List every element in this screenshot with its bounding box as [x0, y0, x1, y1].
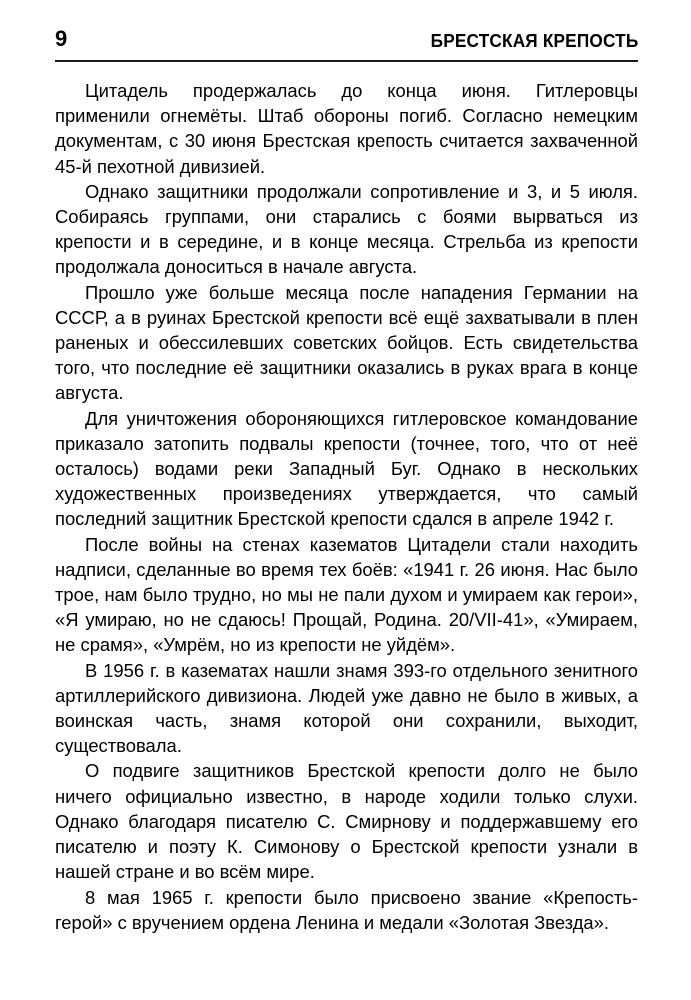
running-header-title: БРЕСТСКАЯ КРЕПОСТЬ [430, 29, 638, 51]
body-text-block [55, 78, 638, 935]
paragraph: В 1956 г. в казематах нашли знамя 393-го отдельного зенитного артиллерийского дивизиона. Людей уже давно не было в живых, а воинская часть, знамя которой они сохранили, выходит, существовала. [55, 659, 638, 757]
paragraph: Однако защитники продолжали сопротивление и 3, и 5 июля. Собираясь группами, они старались с боями вырваться из крепости и в середине, и в конце месяца. Стрельба из крепости продолжала доноситься в начале августа. [55, 180, 638, 278]
paragraph: Прошло уже больше месяца после нападения Германии на СССР, а в руинах Брестской крепости всё ещё захватывали в плен раненых и обессилевших советских бойцов. Есть свидетельства того, что последние её защитники оказались в руках врага в конце августа. [55, 281, 638, 404]
paragraph: О подвиге защитников Брестской крепости долго не было ничего официально известно, в народе ходили только слухи. Однако благодаря писателю С. Смирнову и поддержавшему его писателю и поэту К. Симонову о Брестской крепости узнали в нашей стране и во всём мире. [55, 760, 638, 883]
paragraph: После войны на стенах казематов Цитадели стали находить надписи, сделанные во время тех боёв: «1941 г. 26 июня. Нас было трое, нам было трудно, но мы не пали духом и умираем как герои», «Я умираю, но не сдаюсь! Прощай, Родина. 20/VII-41», «Умираем, не срамя», «Умрём, но из крепости не уйдём». [55, 533, 638, 656]
header-rule [55, 60, 638, 62]
running-header [55, 28, 638, 50]
page-number: 9 [55, 26, 68, 51]
paragraph: Для уничтожения обороняющихся гитлеровское командование приказало затопить подвалы крепости (точнее, того, что от неё осталось) водами реки Западный Буг. Однако в нескольких художественных произведениях утверждается, что самый последний защитник Брестской крепости сдался в апреле 1942 г. [55, 407, 638, 530]
paragraph: Цитадель продержалась до конца июня. Гитлеровцы применили огнемёты. Штаб обороны погиб. Согласно немецким документам, с 30 июня Брестская крепость считается захваченной 45-й пехотной дивизией. [55, 80, 638, 177]
paragraph: 8 мая 1965 г. крепости было присвоено звание «Крепость-герой» с вручением ордена Ленина и медали «Золотая Звезда». [55, 886, 638, 933]
